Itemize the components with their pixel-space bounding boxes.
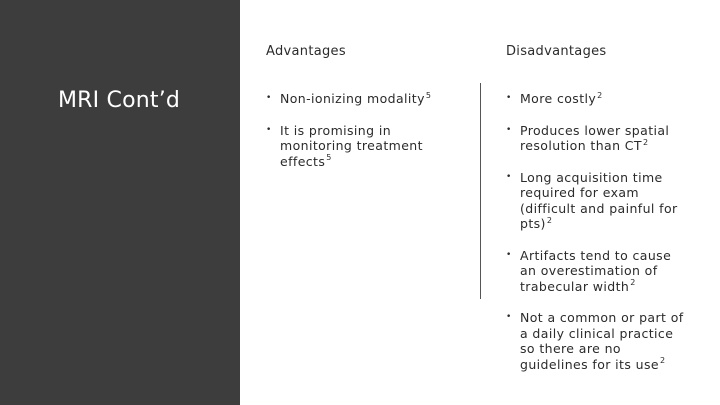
reference-number: 2	[546, 215, 553, 225]
reference-number: 2	[597, 90, 603, 100]
disadvantages-header: Disadvantages	[506, 44, 607, 59]
reference-number: 2	[642, 137, 649, 147]
item-text: Non-ionizing modality	[280, 91, 425, 106]
item-text: Artifacts tend to cause an overestimation of trabecular width	[520, 247, 672, 294]
item-text: Produces lower spatial resolution than CT	[520, 122, 670, 153]
list-item	[506, 248, 688, 295]
reference-number: 5	[425, 90, 432, 100]
item-text: Not a common or part of a daily clinical practice so there are no guidelines for its use	[520, 310, 684, 372]
advantages-list	[266, 91, 444, 185]
bullet-icon: •	[506, 312, 512, 322]
bullet-icon: •	[506, 124, 512, 135]
bullet-icon: •	[506, 93, 512, 103]
slide-title: MRI Cont’d	[58, 88, 181, 113]
list-item	[506, 310, 688, 372]
list-item	[266, 91, 444, 107]
disadvantages-list	[506, 91, 688, 388]
column-divider	[480, 83, 481, 299]
item-text: It is promising in monitoring treatment effects	[280, 122, 423, 169]
list-item	[506, 91, 688, 107]
bullet-icon: •	[506, 249, 512, 260]
list-item	[506, 123, 688, 154]
advantages-header: Advantages	[266, 44, 346, 59]
reference-number: 2	[630, 278, 636, 288]
bullet-icon: •	[266, 124, 272, 135]
item-text: Long acquisition time required for exam (difficult and painful for pts)	[520, 169, 678, 231]
bullet-icon: •	[506, 171, 512, 182]
reference-number: 2	[659, 356, 666, 366]
bullet-icon: •	[266, 93, 272, 103]
list-item	[266, 123, 444, 170]
item-text: More costly	[520, 91, 597, 106]
list-item	[506, 170, 688, 232]
title-panel	[0, 0, 240, 405]
reference-number: 5	[326, 153, 332, 163]
